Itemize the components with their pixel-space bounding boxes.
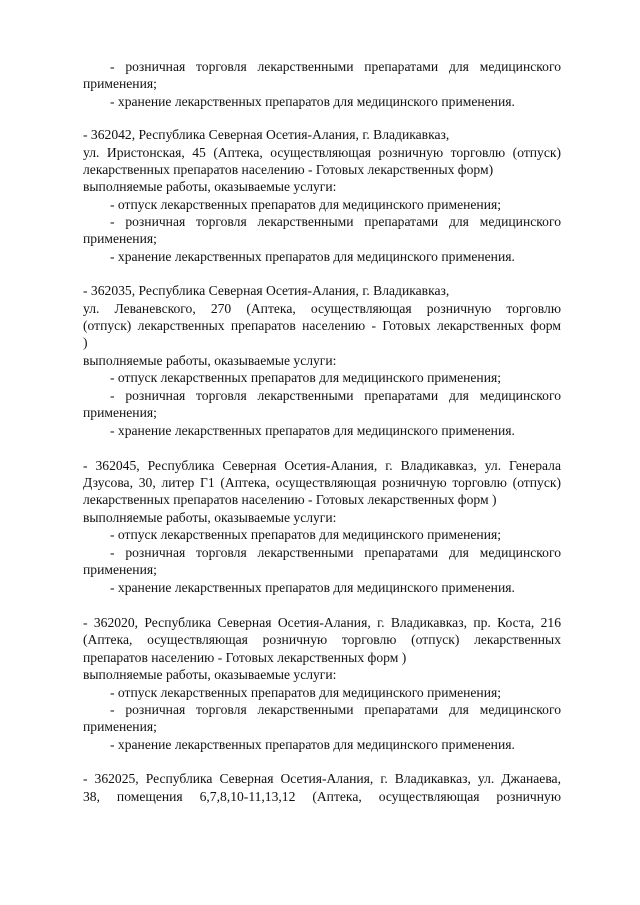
text-line: применения; bbox=[83, 76, 157, 91]
text-line: - 362045, Республика Северная Осетия-Алания, г. Владикавказ, ул. Генерала bbox=[83, 458, 561, 473]
text-line: применения; bbox=[83, 562, 157, 577]
text-line: - розничная торговля лекарственными препаратами для медицинского bbox=[110, 59, 561, 74]
text-line: - хранение лекарственных препаратов для медицинского применения. bbox=[110, 94, 515, 109]
text-line: - розничная торговля лекарственными препаратами для медицинского bbox=[110, 545, 561, 560]
text-line: выполняемые работы, оказываемые услуги: bbox=[83, 179, 337, 194]
text-line: ) bbox=[83, 335, 88, 350]
text-line: (Аптека, осуществляющая розничную торговлю (отпуск) лекарственных bbox=[83, 632, 561, 647]
text-line: - розничная торговля лекарственными препаратами для медицинского bbox=[110, 702, 561, 717]
text-line: - отпуск лекарственных препаратов для медицинского применения; bbox=[110, 197, 501, 212]
text-line: - отпуск лекарственных препаратов для медицинского применения; bbox=[110, 527, 501, 542]
text-line: выполняемые работы, оказываемые услуги: bbox=[83, 353, 337, 368]
text-line: - хранение лекарственных препаратов для медицинского применения. bbox=[110, 737, 515, 752]
text-line: - отпуск лекарственных препаратов для медицинского применения; bbox=[110, 685, 501, 700]
text-line: ул. Иристонская, 45 (Аптека, осуществляющая розничную торговлю (отпуск) bbox=[83, 145, 561, 160]
text-line: 38, помещения 6,7,8,10-11,13,12 (Аптека, осуществляющая розничную bbox=[83, 789, 561, 804]
text-line: применения; bbox=[83, 405, 157, 420]
text-line: применения; bbox=[83, 231, 157, 246]
text-line: препаратов населению - Готовых лекарственных форм ) bbox=[83, 650, 407, 665]
text-line: - 362042, Республика Северная Осетия-Алания, г. Владикавказ, bbox=[83, 127, 450, 142]
text-line: - хранение лекарственных препаратов для медицинского применения. bbox=[110, 423, 515, 438]
text-line: лекарственных препаратов населению - Готовых лекарственных форм) bbox=[83, 162, 494, 177]
text-line: Дзусова, 30, литер Г1 (Аптека, осуществляющая розничную торговлю (отпуск) bbox=[83, 475, 561, 490]
text-line: выполняемые работы, оказываемые услуги: bbox=[83, 510, 337, 525]
text-line: - 362020, Республика Северная Осетия-Алания, г. Владикавказ, пр. Коста, 216 bbox=[83, 615, 561, 630]
text-line: (отпуск) лекарственных препаратов населению - Готовых лекарственных форм bbox=[83, 318, 561, 333]
text-line: - розничная торговля лекарственными препаратами для медицинского bbox=[110, 388, 561, 403]
text-line: - розничная торговля лекарственными препаратами для медицинского bbox=[110, 214, 561, 229]
text-line: применения; bbox=[83, 719, 157, 734]
text-line: - хранение лекарственных препаратов для медицинского применения. bbox=[110, 580, 515, 595]
text-line: ул. Леваневского, 270 (Аптека, осуществляющая розничную торговлю bbox=[83, 301, 561, 316]
text-line: - отпуск лекарственных препаратов для медицинского применения; bbox=[110, 370, 501, 385]
text-line: - хранение лекарственных препаратов для медицинского применения. bbox=[110, 249, 515, 264]
text-line: - 362035, Республика Северная Осетия-Алания, г. Владикавказ, bbox=[83, 283, 450, 298]
text-line: - 362025, Республика Северная Осетия-Алания, г. Владикавказ, ул. Джанаева, bbox=[83, 771, 561, 786]
text-line: выполняемые работы, оказываемые услуги: bbox=[83, 667, 337, 682]
text-line: лекарственных препаратов населению - Готовых лекарственных форм ) bbox=[83, 492, 497, 507]
